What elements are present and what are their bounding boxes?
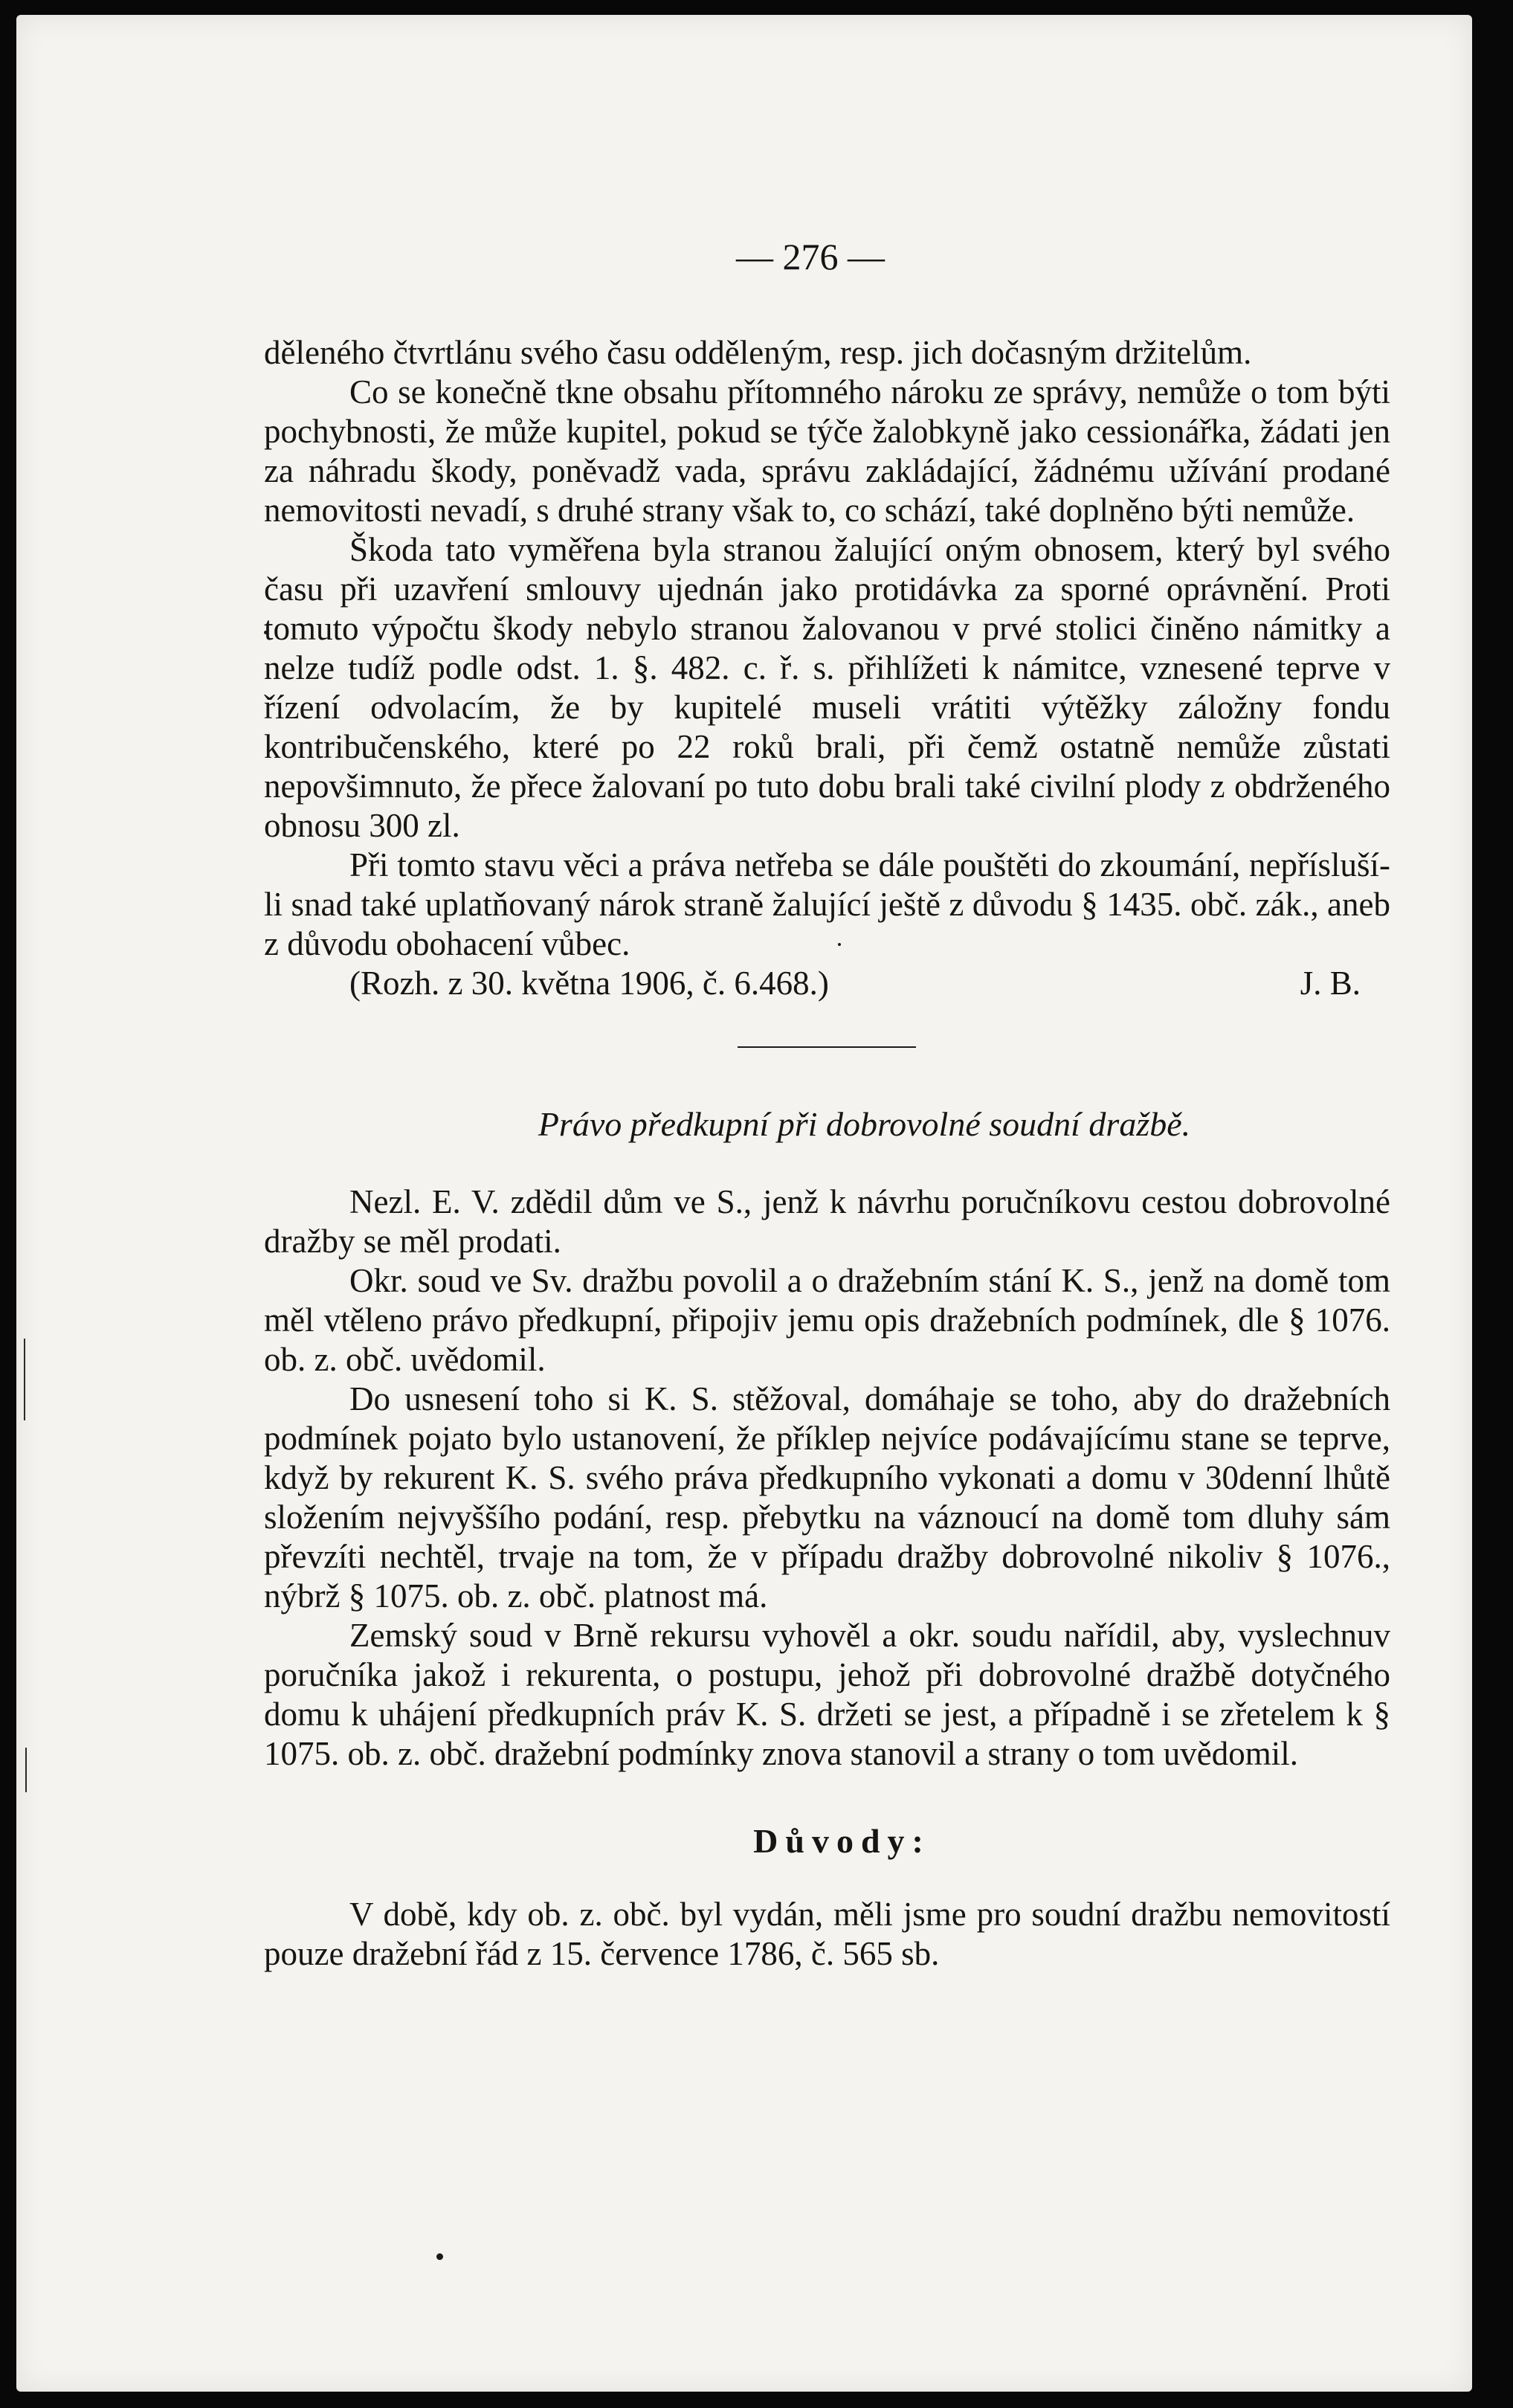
paragraph: Nezl. E. V. zdědil dům ve S., jenž k návrhu poručníkovu cestou dobrovolné dražby se měl prodati.: [264, 1183, 1390, 1260]
decision-reference: [264, 964, 1390, 1003]
paragraph: Při tomto stavu věci a práva netřeba se dále pouštěti do zkoumání, nepřísluší-li snad také uplatňovaný nárok straně žalující ještě z důvodu § 1435. obč. zák., aneb z důvodu obohacení vůbec.: [264, 846, 1390, 962]
paragraph: děleného čtvrtlánu svého času odděleným, resp. jich dočasným držitelům.: [264, 334, 1252, 371]
divider-area: [264, 1003, 1390, 1098]
decision-citation: (Rozh. z 30. května 1906, č. 6.468.): [349, 965, 829, 1002]
text-column: [264, 333, 1390, 1974]
reasons-heading: Důvody:: [753, 1822, 931, 1860]
page-number: — 276 —: [736, 236, 885, 277]
paragraph: Do usnesení toho si K. S. stěžoval, domáhaje se toho, aby do dražebních podmínek pojato bylo ustanovení, že příklep nejvíce podávajícímu stane se teprve, když by rekurent K. S. svého práva předkupního vykonati a domu v 30denní lhůtě složením nejvyššího podání, resp. přebytku na váznoucí na domě tom dluhy sám převzíti nechtěl, trvaje na tom, že v případu dražby dobrovolné nikoliv § 1076., nýbrž § 1075. ob. z. obč. platnost má.: [264, 1380, 1390, 1615]
section-divider: [738, 1046, 916, 1048]
paragraph: V době, kdy ob. z. obč. byl vydán, měli jsme pro soudní dražbu nemovitostí pouze dražební řád z 15. července 1786, č. 565 sb.: [264, 1896, 1390, 1972]
paragraph: Co se konečně tkne obsahu přítomného nároku ze správy, nemůže o tom býti pochybnosti, že může kupitel, pokud se týče žalobkyně jako cessionářka, žádati jen za náhradu škody, poněvadž vada, správu zakládající, žádnému užívání prodané nemovitosti nevadí, s druhé strany však to, co schází, také doplněno býti nemůže.: [264, 373, 1390, 529]
paragraph: Škoda tato vyměřena byla stranou žalující oným obnosem, který byl svého času při uzavření smlouvy ujednán jako protidávka za sporné oprávnění. Proti tomuto výpočtu škody nebylo stranou žalovanou v prvé stolici činěno námitky a nelze tudíž podle odst. 1. §. 482. c. ř. s. přihlížeti k námitce, vznesené teprve v řízení odvolacím, že by kupitelé museli vrátiti výtěžky záložny fondu kontribučenského, které po 22 roků brali, při čemž ostatně nemůže zůstati nepovšimnuto, že přece žalovaní po tuto dobu brali také civilní plody z obdrženého obnosu 300 zl.: [264, 531, 1390, 844]
author-initials: J. B.: [1300, 965, 1361, 1002]
page-edge-mark: [24, 1339, 25, 1420]
paragraph: Okr. soud ve Sv. dražbu povolil a o dražebním stání K. S., jenž na domě tom měl vtěleno právo předkupní, připojiv jemu opis dražebních podmínek, dle § 1076. ob. z. obč. uvědomil.: [264, 1262, 1390, 1378]
page-edge-mark: [25, 1748, 27, 1792]
paragraph: Zemský soud v Brně rekursu vyhověl a okr. soudu nařídil, aby, vyslechnuv poručníka jakož i rekurenta, o postupu, jehož při dobrovolné dražbě dotyčného domu k uhájení předkupních práv K. S. držeti se jest, a případně i se zřetelem k § 1075. ob. z. obč. dražební podmínky znova stanovil a strany o tom uvědomil.: [264, 1617, 1390, 1772]
section-title: Právo předkupní při dobrovolné soudní dražbě.: [538, 1105, 1191, 1143]
ink-speck: [436, 2253, 443, 2260]
